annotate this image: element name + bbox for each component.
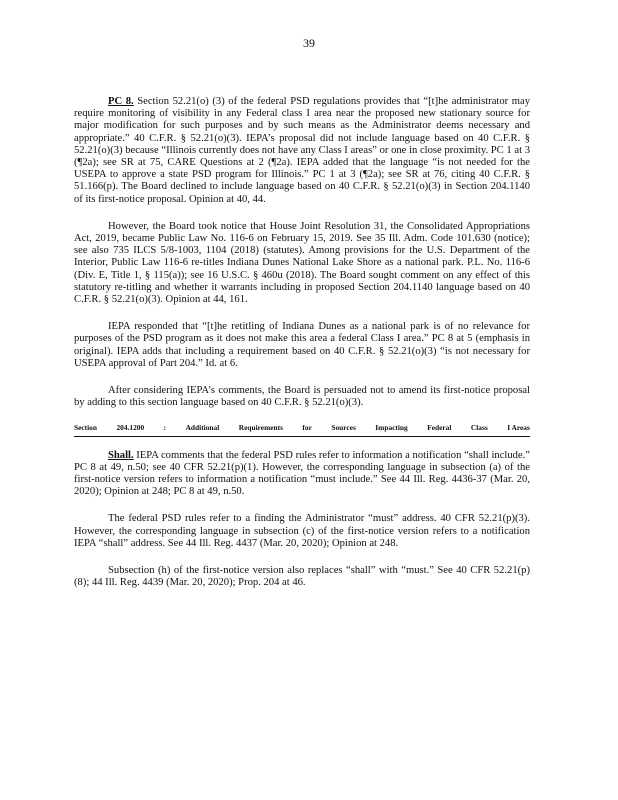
paragraph-text: IEPA comments that the federal PSD rules refer to information a notification “shall include.” PC 8 at 49, n.50; see 40 CFR 52.21(p)(1). However, the corresponding language in subsection (a) of the first-notice version refers to information a notification “must include.” See 44 Ill. Reg. 4436-37 (Mar. 20, 2020); Opinion at 248; PC 8 at 49, n.50.	[74, 449, 530, 498]
document-body	[74, 96, 530, 605]
heading-word: Federal	[427, 423, 452, 433]
paragraph: IEPA responded that “[t]he retitling of Indiana Dunes as a national park is of no relevance for purposes of the PSD program as it does not make this area a federal Class I area.” PC 8 at 5 (emphasis in original). IEPA adds that including a requirement based on 40 C.F.R. § 52.21(o)(3) “is not necessary for USEPA approval of Part 204.” Id. at 6.	[74, 321, 530, 369]
heading-word: Section	[74, 423, 97, 433]
heading-word: Sources	[331, 423, 356, 433]
page-number: 39	[303, 36, 315, 50]
heading-word: :	[163, 423, 167, 433]
paragraph-lead: PC 8.	[108, 96, 134, 107]
heading-word: I Areas	[507, 423, 530, 433]
heading-word: 204.1200	[116, 423, 145, 433]
heading-word: for	[302, 423, 312, 433]
heading-word: Impacting	[375, 423, 408, 433]
paragraph: After considering IEPA’s comments, the Board is persuaded not to amend its first-notice proposal by adding to this section language based on 40 C.F.R. § 52.21(o)(3).	[74, 385, 530, 409]
heading-word: Additional	[185, 423, 220, 433]
heading-word: Class	[470, 423, 488, 433]
section-heading	[74, 422, 530, 436]
paragraph	[74, 96, 530, 206]
heading-word: Requirements	[238, 423, 283, 433]
paragraph: Subsection (h) of the first-notice version also replaces “shall” with “must.” See 40 CFR 52.21(p)(8); 44 Ill. Reg. 4439 (Mar. 20, 2020); Prop. 204 at 46.	[74, 565, 530, 589]
paragraph-text: Section 52.21(o) (3) of the federal PSD regulations provides that “[t]he administrator may require monitoring of visibility in any Federal class I area near the proposed new stationary source for major modification for such purposes and by such means as the Administrator deems necessary and appropriate.” 40 C.F.R. § 52.21(o)(3). IEPA’s proposal did not include language based on 40 C.F.R. § 52.21(o)(3) because “Illinois currently does not have any Class I areas” or one in close proximity. PC 1 at 3 (¶2a); see SR at 75, CARE Questions at 2 (¶2a). IEPA added that the language “is not needed for the USEPA to approve a state PSD program for Illinois.” PC 1 at 3 (¶2a); see SR at 76, citing 40 C.F.R. § 51.166(p). The Board declined to include language based on 40 C.F.R. § 52.21(o)(3) in Section 204.1140 of its first-notice proposal. Opinion at 40, 44.	[74, 96, 531, 205]
paragraph: However, the Board took notice that House Joint Resolution 31, the Consolidated Appropriations Act, 2019, became Public Law No. 116-6 on February 15, 2019. See 35 Ill. Adm. Code 101.630 (notice); see also 735 ILCS 5/8-1003, 1104 (2018) (statutes). Among provisions for the U.S. Department of the Interior, Public Law 116-6 re-titles Indiana Dunes National Lake Shore as a national park. P.L. No. 116-6 (Div. E, Title 1, § 115(a)); see 16 U.S.C. § 460u (2018). The Board sought comment on any effect of this statutory re-titling and whether it warrants including in proposed Section 204.1140 language based on 40 C.F.R. § 52.21(o)(3). Opinion at 44, 161.	[74, 220, 530, 306]
paragraph-lead: Shall.	[108, 449, 134, 461]
paragraph: The federal PSD rules refer to a finding the Administrator “must” address. 40 CFR 52.21(p)(3). However, the corresponding language in subsection (c) of the first-notice version refers to a notification IEPA “shall” address. See 44 Ill. Reg. 4437 (Mar. 20, 2020); Opinion at 248.	[74, 513, 530, 549]
paragraph	[74, 450, 530, 499]
